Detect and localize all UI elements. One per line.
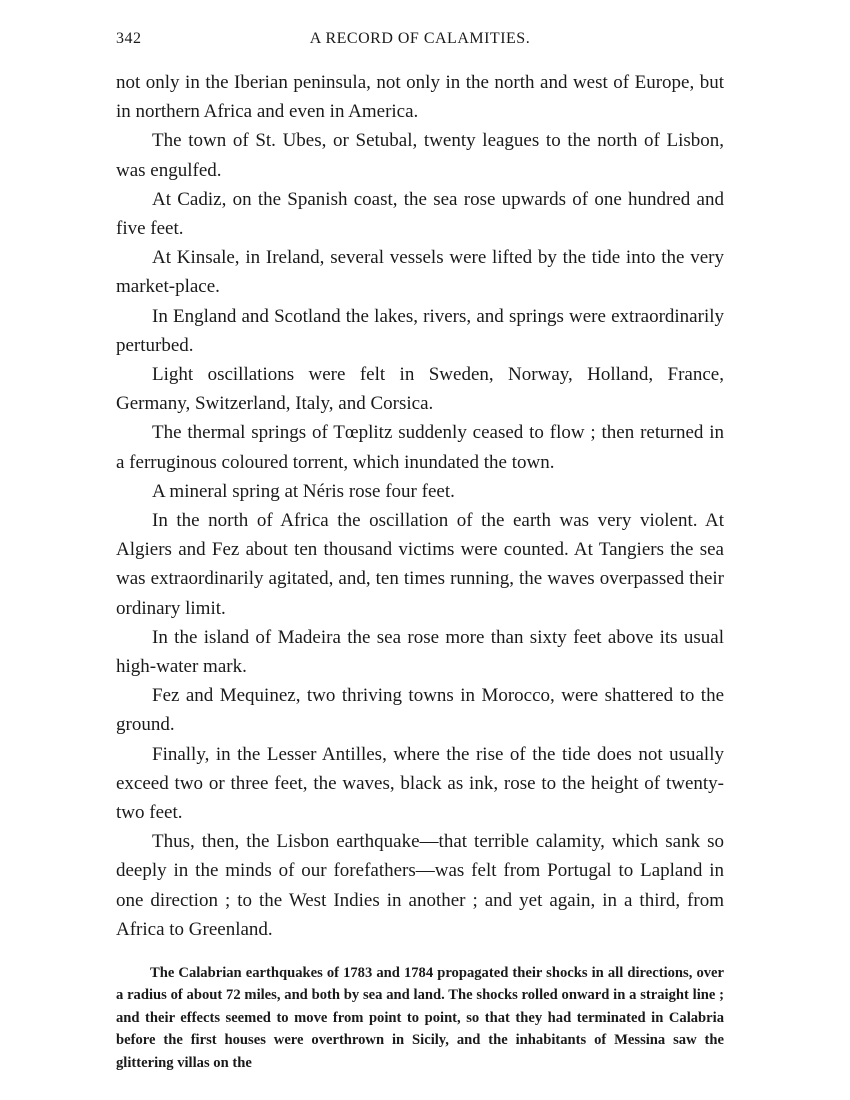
page-number: 342 xyxy=(116,30,142,47)
paragraph: Light oscillations were felt in Sweden, Norway, Holland, France, Germany, Switzerland, Italy, and Corsica. xyxy=(116,364,724,415)
paragraph: Thus, then, the Lisbon earthquake—that terrible calamity, which sank so deeply in the minds of our forefathers—was felt from Portugal to Lapland in one direction ; to the West Indies in another ; and yet again, in a third, from Africa to Greenland. xyxy=(116,831,724,940)
paragraph: In England and Scotland the lakes, rivers, and springs were extraordinarily perturbed. xyxy=(116,305,724,356)
paragraph: Finally, in the Lesser Antilles, where the rise of the tide does not usually exceed two or three feet, the waves, black as ink, rose to the height of twenty-two feet. xyxy=(116,743,724,824)
paragraph: The thermal springs of Tœplitz suddenly ceased to flow ; then returned in a ferruginous coloured torrent, which inundated the town. xyxy=(116,422,724,473)
body-text xyxy=(116,68,724,944)
paragraph: Fez and Mequinez, two thriving towns in Morocco, were shattered to the ground. xyxy=(116,685,724,736)
paragraph: In the north of Africa the oscillation of the earth was very violent. At Algiers and Fez about ten thousand victims were counted. At Tangiers the sea was extraordinarily agitated, and, ten times running, the waves overpassed their ordinary limit. xyxy=(116,510,724,619)
paragraph: not only in the Iberian peninsula, not only in the north and west of Europe, but in northern Africa and even in America. xyxy=(116,72,724,123)
small-print-note: The Calabrian earthquakes of 1783 and 1784 propagated their shocks in all directions, over a radius of about 72 miles, and both by sea and land. The shocks rolled onward in a straight line ; and their effects seemed to move from point to point, so that they had terminated in Calabria before the first houses were overthrown in Sicily, and the inhabitants of Messina saw the glittering villas on the xyxy=(116,965,724,1071)
running-head xyxy=(116,30,724,54)
paragraph: At Kinsale, in Ireland, several vessels were lifted by the tide into the very market-place. xyxy=(116,247,724,298)
paragraph: A mineral spring at Néris rose four feet. xyxy=(152,480,455,502)
paragraph: The town of St. Ubes, or Setubal, twenty leagues to the north of Lisbon, was engulfed. xyxy=(116,130,724,181)
running-title: A RECORD OF CALAMITIES. xyxy=(309,30,531,47)
paragraph: In the island of Madeira the sea rose more than sixty feet above its usual high-water mark. xyxy=(116,626,724,678)
paragraph: At Cadiz, on the Spanish coast, the sea rose upwards of one hundred and five feet. xyxy=(116,188,724,240)
